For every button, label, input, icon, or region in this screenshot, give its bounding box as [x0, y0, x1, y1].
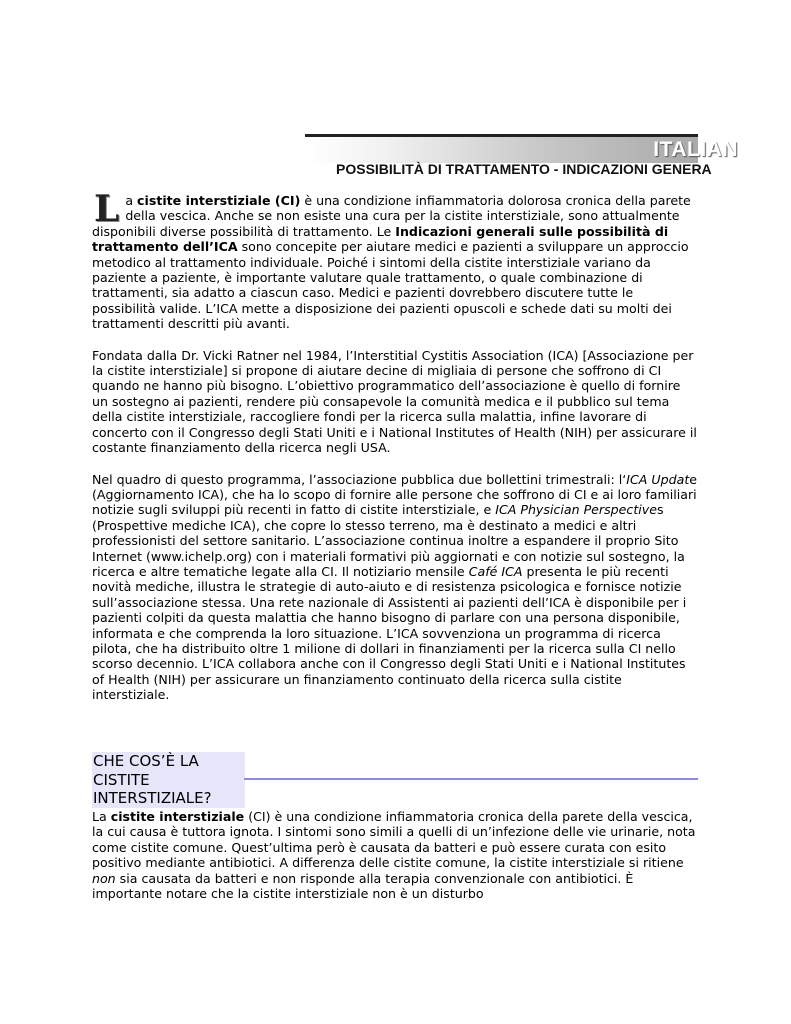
section-heading-line: CISTITE — [93, 770, 150, 789]
main-content — [92, 188, 700, 703]
bold-term: cistite interstiziale — [110, 809, 245, 824]
para-text: s (Prospettive mediche ICA), che copre lo stesso terreno, ma è destinato a medici e altri professionisti del settore sanitario. L’associazione continua inoltre a espandere il proprio Sito Internet (www.ichelp.org) con i materiali formativi più aggiornati e con notizie sul sostegno, la ricerca e altre tematiche legate alla CI. Il notiziario mensile — [92, 502, 685, 579]
banner-top-rule — [305, 134, 698, 137]
intro-text: sono concepite per aiutare medici e pazienti a sviluppare un approccio metodico al trattamento individuale. Poiché i sintomi della cistite interstiziale variano da paziente a paziente, è importante valutare quale trattamento, o quale combinazione di trattamenti, sia adatto a ciascun caso. Medici e pazienti dovrebbero discutere tutte le possibilità valide. L’ICA mette a disposizione dei pazienti opuscoli e schede dati su molti dei trattamenti descritti più avanti. — [92, 239, 689, 332]
publication-title: Café ICA — [468, 563, 523, 579]
section-content — [92, 809, 700, 901]
para-text: presenta le più recenti novità mediche, illustra le strategie di auto-aiuto e di resistenza psicologica e fornisce notizie sull’associazione stessa. Una rete nazionale di Assistenti ai pazienti dell’ICA è disponibile per i pazienti colpiti da questa malattia che hanno bisogno di parlare con una persona disponibile, informata e che comprenda la loro situazione. L’ICA sovvenziona un programma di ricerca pilota, che ha distribuito oltre 1 milione di dollari in finanziamenti per la ricerca sulla CI nello scorso decennio. L’ICA collabora anche con il Congresso degli Stati Uniti e i National Institutes of Health (NIH) per assicurare un finanziamento continuato della ricerca sulla cistite interstiziale. — [92, 563, 687, 703]
ica-publications-paragraph — [92, 472, 700, 703]
para-text: e (Aggiornamento ICA), che ha lo scopo di fornire alle persone che soffrono di CI e ai loro familiari notizie sugli sviluppi più recenti in fatto di cistite interstiziale, e — [92, 471, 698, 518]
section-heading — [92, 752, 245, 808]
section-heading-line: INTERSTIZIALE? — [93, 789, 212, 807]
banner-gradient-bar — [305, 135, 698, 163]
intro-paragraph — [92, 188, 700, 332]
italic-word: non — [92, 870, 116, 886]
para-text: La — [92, 809, 111, 824]
intro-bold-title: Indicazioni generali sulle possibilità di trattamento dell’ICA — [92, 223, 669, 255]
banner-brand: ITALIAN — [653, 138, 738, 161]
publication-title: ICA Physician Perspective — [495, 502, 657, 518]
para-text: Nel quadro di questo programma, l’associazione pubblica due bollettini trimestrali: l‘ — [92, 471, 627, 487]
drop-cap: L — [94, 188, 120, 230]
ica-founding-paragraph: Fondata dalla Dr. Vicki Ratner nel 1984, l’Interstitial Cystitis Association (ICA) [Associazione per la cistite interstiziale] si propone di aiutare decine di migliaia di persone che soffrono di CI quando ne hanno più bisogno. L’obiettivo programmatico dell’associazione è quello di fornire un sostegno ai pazienti, rendere più consapevole la comunità medica e il pubblico sul tema della cistite interstiziale, raccogliere fondi per la ricerca sulla malattia, infine lavorare di concerto con il Congresso degli Stati Uniti e i National Institutes of Health (NIH) per assicurare il costante finanziamento della ricerca negli USA. — [92, 347, 697, 456]
section-divider — [244, 778, 698, 780]
header-banner — [305, 132, 738, 182]
intro-text: è una condizione infiammatoria dolorosa cronica della parete della vescica. Anche se non esiste una cura per la cistite interstiziale, sono attualmente disponibili diverse possibilità di trattamento. Le — [92, 193, 691, 239]
banner-subtitle: POSSIBILITÀ DI TRATTAMENTO - INDICAZIONI GENERA — [336, 161, 712, 177]
section-heading-line: CHE COS’È LA — [93, 752, 199, 770]
section-heading-row — [92, 752, 698, 808]
intro-text: a — [125, 193, 138, 208]
definition-paragraph — [92, 809, 700, 901]
para-text: (CI) è una condizione infiammatoria cronica della parete della vescica, la cui causa è tuttora ignota. I sintomi sono simili a quelli di un’infezione delle vie urinarie, nota come cistite comune. Quest’ultima però è causata da batteri e può essere curata con esito positivo mediante antibiotici. A differenza delle cistite comune, la cistite interstiziale si ritiene — [92, 809, 696, 871]
publication-title: ICA Updat — [626, 471, 690, 487]
intro-bold-term: cistite interstiziale (CI) — [137, 193, 301, 208]
para-text: sia causata da batteri e non risponde alla terapia convenzionale con antibiotici. È importante notare che la cistite interstiziale non è un disturbo — [92, 870, 634, 902]
